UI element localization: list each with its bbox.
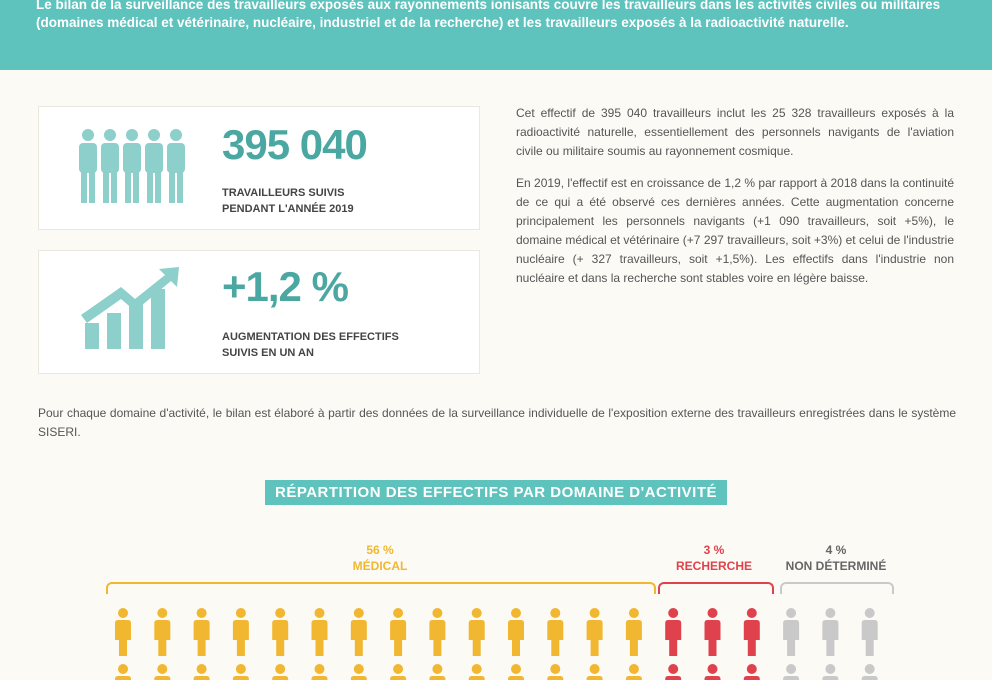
person-icon [469,608,485,656]
body-paragraph-1: Cet effectif de 395 040 travailleurs inclut les 25 328 travailleurs exposés à la radioactivité naturelle, essentiellement des personnels navigants de l'aviation civile ou militaire soumis au rayonnement cosmique. [516,106,954,158]
person-icon [351,608,367,656]
person-icon [862,608,878,656]
body-paragraph-2: En 2019, l'effectif est en croissance de 1,2 % par rapport à 2018 dans la continuité de ce qui a été observé ces dernières années. Cette augmentation concerne principalement les personnels navigants (+1 090 travailleurs, soit +5%), le domaine médical et vétérinaire (+7 297 travailleurs, soit +3%) et celui de l'industrie nucléaire (+ 327 travailleurs, soit +1,5%). Les effectifs dans l'industrie non nucléaire et dans la recherche sont stables voire en légère baisse. [516,176,954,285]
person-icon [390,664,406,680]
person-icon [312,608,328,656]
person-icon [272,608,288,656]
stat-workers-label-line2: PENDANT L'ANNÉE 2019 [222,203,354,215]
person-icon [587,608,603,656]
person-icon [233,664,249,680]
person-icon [233,608,249,656]
person-icon [194,608,210,656]
stat-growth-label-line1: AUGMENTATION DES EFFECTIFS [222,331,399,343]
group-undetermined-pct: 4 % [825,543,847,557]
group-research-name: RECHERCHE [675,559,752,573]
person-icon [822,664,838,680]
person-icon [194,664,210,680]
body-paragraph-3: Pour chaque domaine d'activité, le bilan est élaboré à partir des données de la surveillance individuelle de l'exposition externe des travailleurs enregistrées dans le système SISERI. [38,406,956,439]
stat-growth-label-line2: SUIVIS EN UN AN [222,347,314,359]
group-undetermined-name: NON DÉTERMINÉ [785,559,887,573]
person-icon [744,608,760,656]
intro-text: Le bilan de la surveillance des travailleurs exposés aux rayonnements ionisants couvre les travailleurs dans les activités civiles ou militaires (domaines médical et vétérinaire, nucléaire, industriel et de la recherche) et les travailleurs exposés à la radioactivité naturelle. [36,0,941,30]
person-icon [154,664,170,680]
repartition-title: RÉPARTITION DES EFFECTIFS PAR DOMAINE D'ACTIVITÉ [265,480,727,505]
person-icon [626,608,642,656]
group-medical-name: MÉDICAL [352,559,408,573]
person-icon [312,664,328,680]
person-icon [508,664,524,680]
person-icon [744,664,760,680]
person-icon [705,664,721,680]
person-icon [115,608,131,656]
person-icon [115,664,131,680]
stat-growth-value: +1,2 % [222,263,348,310]
person-icon [154,608,170,656]
person-icon [429,608,445,656]
stat-workers-label-line1: TRAVAILLEURS SUIVIS [222,187,345,199]
stat-workers-value: 395 040 [222,121,367,168]
person-icon [547,664,563,680]
person-icon [822,608,838,656]
person-icon [665,608,681,656]
person-icon [665,664,681,680]
person-icon [351,664,367,680]
person-icon [705,608,721,656]
person-icon [862,664,878,680]
person-icon [429,664,445,680]
person-icon [587,664,603,680]
person-icon [626,664,642,680]
person-icon [469,664,485,680]
person-icon [390,608,406,656]
person-icon [783,664,799,680]
group-research-pct: 3 % [703,543,725,557]
person-icon [783,608,799,656]
person-icon [508,608,524,656]
person-icon [547,608,563,656]
group-medical-pct: 56 % [366,543,394,557]
person-icon [272,664,288,680]
